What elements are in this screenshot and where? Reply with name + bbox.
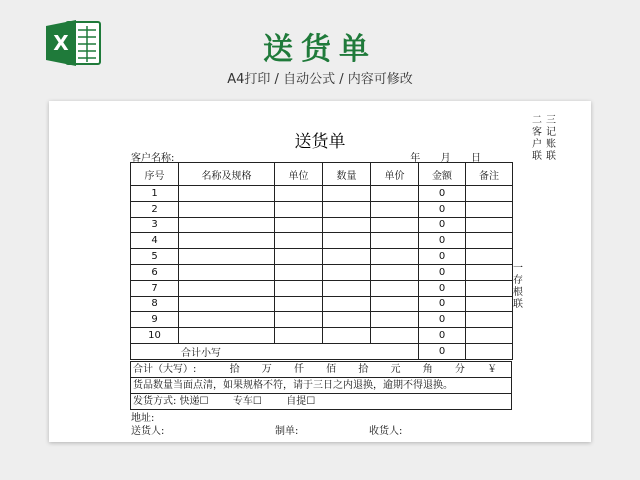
qty-cell[interactable] <box>323 312 371 328</box>
row-no-cell: 8 <box>131 296 179 312</box>
price-cell[interactable] <box>371 201 419 217</box>
unit-cell[interactable] <box>275 296 323 312</box>
name-cell[interactable] <box>179 312 275 328</box>
qty-cell[interactable] <box>323 217 371 233</box>
row-no-cell: 5 <box>131 249 179 265</box>
address-label: 地址: <box>131 413 155 424</box>
unit-label: 仟 <box>293 364 304 375</box>
header-name: 名称及规格 <box>179 163 275 186</box>
table-row <box>131 201 513 217</box>
name-cell[interactable] <box>179 217 275 233</box>
unit-cell[interactable] <box>275 201 323 217</box>
price-cell[interactable] <box>371 328 419 344</box>
row-no-cell: 1 <box>131 186 179 202</box>
price-cell[interactable] <box>371 264 419 280</box>
delivery-note-sheet <box>49 101 591 442</box>
table-row <box>131 328 513 344</box>
amount-cell: 0 <box>419 312 466 328</box>
price-cell[interactable] <box>371 296 419 312</box>
table-row <box>131 296 513 312</box>
unit-cell[interactable] <box>275 217 323 233</box>
amount-cell: 0 <box>419 249 466 265</box>
row-no-cell: 10 <box>131 328 179 344</box>
table-row <box>131 186 513 202</box>
remark-cell[interactable] <box>466 233 513 249</box>
price-cell[interactable] <box>371 312 419 328</box>
summary-block <box>130 361 512 410</box>
table-row <box>131 233 513 249</box>
row-no-cell: 9 <box>131 312 179 328</box>
qty-cell[interactable] <box>323 280 371 296</box>
table-row <box>131 312 513 328</box>
name-cell[interactable] <box>179 249 275 265</box>
remark-cell[interactable] <box>466 201 513 217</box>
remark-cell[interactable] <box>466 296 513 312</box>
unit-label: 佰 <box>326 364 337 375</box>
name-cell[interactable] <box>179 186 275 202</box>
amount-cell: 0 <box>419 264 466 280</box>
receiver-label: 收货人: <box>369 426 403 437</box>
total-upper-label: 合计（大写）: <box>133 364 197 375</box>
total-upper-row <box>130 361 512 378</box>
meta-row <box>131 149 503 164</box>
unit-label: 万 <box>261 364 272 375</box>
subtotal-amount: 0 <box>419 343 466 359</box>
row-no-cell: 6 <box>131 264 179 280</box>
banner-title: 送货单 <box>263 32 377 67</box>
unit-cell[interactable] <box>275 328 323 344</box>
year-label: 年 <box>410 153 421 164</box>
day-label: 日 <box>471 153 481 164</box>
currency-symbol: ￥ <box>487 364 498 375</box>
terms-note: 货品数量当面点清，如果规格不符，请于三日之内退换，逾期不得退换。 <box>130 378 512 394</box>
prepared-by-label: 制单: <box>275 426 299 437</box>
subtotal-row <box>131 343 513 359</box>
svg-text:X: X <box>53 31 69 55</box>
unit-label: 角 <box>422 364 433 375</box>
unit-label: 分 <box>454 364 465 375</box>
name-cell[interactable] <box>179 280 275 296</box>
remark-cell[interactable] <box>466 264 513 280</box>
unit-cell[interactable] <box>275 264 323 280</box>
amount-cell: 0 <box>419 186 466 202</box>
form-title: 送货单 <box>294 132 346 152</box>
qty-cell[interactable] <box>323 264 371 280</box>
banner-subtitle: A4打印 / 自动公式 / 内容可修改 <box>227 72 413 87</box>
month-label: 月 <box>440 153 451 164</box>
amount-cell: 0 <box>419 296 466 312</box>
qty-cell[interactable] <box>323 201 371 217</box>
shipping-option-vehicle[interactable]: 专车☐ <box>232 396 262 407</box>
price-cell[interactable] <box>371 186 419 202</box>
row-no-cell: 7 <box>131 280 179 296</box>
name-cell[interactable] <box>179 233 275 249</box>
price-cell[interactable] <box>371 233 419 249</box>
amount-cell: 0 <box>419 233 466 249</box>
table-row <box>131 217 513 233</box>
unit-label: 拾 <box>229 364 240 375</box>
unit-cell[interactable] <box>275 233 323 249</box>
price-cell[interactable] <box>371 280 419 296</box>
qty-cell[interactable] <box>323 186 371 202</box>
customer-copy-label: 二 客 户 联 <box>532 115 542 162</box>
name-cell[interactable] <box>179 328 275 344</box>
price-cell[interactable] <box>371 249 419 265</box>
remark-cell[interactable] <box>466 312 513 328</box>
items-table <box>130 162 513 360</box>
row-no-cell: 2 <box>131 201 179 217</box>
name-cell[interactable] <box>179 201 275 217</box>
qty-cell[interactable] <box>323 233 371 249</box>
header-unit: 单位 <box>275 163 323 186</box>
unit-cell[interactable] <box>275 312 323 328</box>
remark-cell[interactable] <box>466 249 513 265</box>
table-header-row <box>131 163 513 186</box>
name-cell[interactable] <box>179 264 275 280</box>
table-row <box>131 280 513 296</box>
remark-cell[interactable] <box>466 280 513 296</box>
amount-cell: 0 <box>419 217 466 233</box>
subtotal-remark-cell[interactable] <box>466 343 513 359</box>
shipping-row <box>130 394 512 410</box>
header-amount: 金额 <box>419 163 466 186</box>
subtotal-label: 合计小写 <box>131 343 419 359</box>
shipping-label: 发货方式: <box>133 396 177 407</box>
row-no-cell: 4 <box>131 233 179 249</box>
header-remark: 备注 <box>466 163 513 186</box>
amount-cell: 0 <box>419 328 466 344</box>
shipping-option-express[interactable]: 快递☐ <box>179 396 209 407</box>
qty-cell[interactable] <box>323 249 371 265</box>
stub-copy-label: 一 存 根 联 <box>513 263 523 310</box>
table-row <box>131 264 513 280</box>
unit-cell[interactable] <box>275 186 323 202</box>
name-cell[interactable] <box>179 296 275 312</box>
remark-cell[interactable] <box>466 217 513 233</box>
unit-label: 元 <box>390 364 401 375</box>
amount-cell: 0 <box>419 201 466 217</box>
deliverer-label: 送货人: <box>131 426 165 437</box>
amount-cell: 0 <box>419 280 466 296</box>
header-no: 序号 <box>131 163 179 186</box>
header-qty: 数量 <box>323 163 371 186</box>
header-price: 单价 <box>371 163 419 186</box>
remark-cell[interactable] <box>466 186 513 202</box>
unit-cell[interactable] <box>275 280 323 296</box>
customer-name-label: 客户名称: <box>131 153 175 164</box>
price-cell[interactable] <box>371 217 419 233</box>
qty-cell[interactable] <box>323 296 371 312</box>
unit-label: 拾 <box>358 364 369 375</box>
accounting-copy-label: 三 记 账 联 <box>546 115 556 162</box>
shipping-option-pickup[interactable]: 自提☐ <box>286 396 316 407</box>
table-row <box>131 249 513 265</box>
unit-cell[interactable] <box>275 249 323 265</box>
remark-cell[interactable] <box>466 328 513 344</box>
qty-cell[interactable] <box>323 328 371 344</box>
row-no-cell: 3 <box>131 217 179 233</box>
